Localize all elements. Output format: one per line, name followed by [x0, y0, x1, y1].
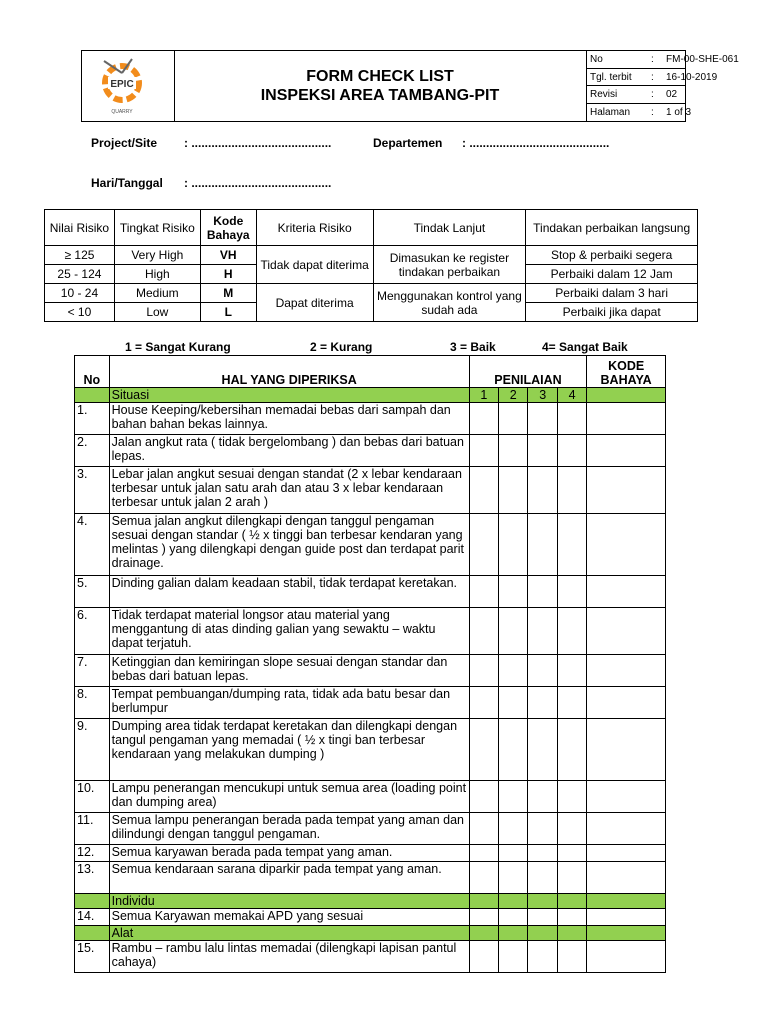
- score-cell-4[interactable]: [557, 813, 586, 845]
- section-row: [75, 388, 666, 403]
- title-line-1: FORM CHECK LIST: [306, 68, 454, 85]
- tingkat-cell: Medium: [114, 284, 200, 303]
- tindak-lanjut-cell: Menggunakan kontrol yang sudah ada: [373, 284, 526, 322]
- tindakan-cell: Perbaiki dalam 3 hari: [526, 284, 698, 303]
- col-header: Kriteria Risiko: [256, 210, 373, 246]
- meta-key: Halaman: [590, 106, 631, 118]
- score-cell-3[interactable]: [528, 719, 557, 781]
- score-cell-4[interactable]: [557, 403, 586, 435]
- kode-bahaya-cell[interactable]: [587, 655, 666, 687]
- score-cell-1[interactable]: [469, 467, 498, 514]
- checklist-row: [75, 687, 666, 719]
- kriteria-cell: Dapat diterima: [256, 284, 373, 322]
- item-text: Lampu penerangan mencukupi untuk semua area (loading point dan dumping area): [109, 781, 469, 813]
- score-header-2: 2: [499, 388, 528, 403]
- score-cell-4[interactable]: [557, 608, 586, 655]
- score-cell-4[interactable]: [557, 909, 586, 926]
- logo-subtext: QUARRY: [111, 109, 133, 115]
- score-cell-4[interactable]: [557, 781, 586, 813]
- checklist-row: [75, 813, 666, 845]
- score-cell-1[interactable]: [469, 655, 498, 687]
- section-label: Alat: [109, 926, 469, 941]
- kode-bahaya-cell[interactable]: [587, 687, 666, 719]
- score-cell-1[interactable]: [469, 862, 498, 894]
- item-no: 14.: [75, 909, 110, 926]
- item-no: 11.: [75, 813, 110, 845]
- score-header-3: [528, 894, 557, 909]
- score-cell-4[interactable]: [557, 655, 586, 687]
- item-no: 8.: [75, 687, 110, 719]
- score-cell-3[interactable]: [528, 576, 557, 608]
- score-cell-3[interactable]: [528, 403, 557, 435]
- score-header-1: [469, 926, 498, 941]
- checklist-row: [75, 514, 666, 576]
- project-site-label: Project/Site: [91, 136, 158, 150]
- score-header-4: [557, 926, 586, 941]
- checklist-row: [75, 909, 666, 926]
- score-cell-1[interactable]: [469, 576, 498, 608]
- form-title: [174, 51, 587, 121]
- score-cell-2[interactable]: [499, 813, 528, 845]
- kode-bahaya-cell[interactable]: [587, 467, 666, 514]
- tindak-lanjut-cell: Dimasukan ke register tindakan perbaikan: [373, 246, 526, 284]
- score-cell-1[interactable]: [469, 813, 498, 845]
- nilai-cell: 10 - 24: [45, 284, 115, 303]
- hari-tanggal-field[interactable]: : ..........................................: [184, 176, 332, 190]
- score-header-1: 1: [469, 388, 498, 403]
- score-cell-4[interactable]: [557, 467, 586, 514]
- checklist-row: [75, 781, 666, 813]
- score-header-4: [557, 894, 586, 909]
- score-cell-3[interactable]: [528, 941, 557, 973]
- risk-row: [45, 284, 698, 303]
- checklist-header-row: [75, 356, 666, 388]
- section-row: [75, 926, 666, 941]
- score-cell-2[interactable]: [499, 687, 528, 719]
- legend-3: 3 = Baik: [450, 340, 496, 354]
- item-text: Rambu – rambu lalu lintas memadai (dilengkapi lapisan pantul cahaya): [109, 941, 469, 973]
- score-cell-1[interactable]: [469, 909, 498, 926]
- col-header: Kode Bahaya: [200, 210, 256, 246]
- checklist-row: [75, 719, 666, 781]
- tingkat-cell: Low: [114, 303, 200, 322]
- score-cell-1[interactable]: [469, 719, 498, 781]
- nilai-cell: 25 - 124: [45, 265, 115, 284]
- score-cell-1[interactable]: [469, 403, 498, 435]
- kriteria-cell: Tidak dapat diterima: [256, 246, 373, 284]
- score-cell-2[interactable]: [499, 403, 528, 435]
- score-cell-2[interactable]: [499, 781, 528, 813]
- tindakan-cell: Perbaiki dalam 12 Jam: [526, 265, 698, 284]
- score-cell-1[interactable]: [469, 514, 498, 576]
- score-cell-1[interactable]: [469, 435, 498, 467]
- section-label: Individu: [109, 894, 469, 909]
- risk-row: [45, 246, 698, 265]
- meta-row-no: No : FM-00-SHE-061: [587, 51, 686, 69]
- kode-bahaya-cell[interactable]: [587, 719, 666, 781]
- score-header-1: [469, 894, 498, 909]
- score-cell-2[interactable]: [499, 608, 528, 655]
- score-cell-3[interactable]: [528, 909, 557, 926]
- checklist-row: [75, 845, 666, 862]
- checklist-row: [75, 403, 666, 435]
- col-no-header: No: [75, 356, 110, 388]
- checklist-row: [75, 862, 666, 894]
- score-cell-3[interactable]: [528, 862, 557, 894]
- score-cell-2[interactable]: [499, 576, 528, 608]
- risk-header-row: [45, 210, 698, 246]
- kode-bahaya-cell[interactable]: [587, 435, 666, 467]
- score-cell-2[interactable]: [499, 435, 528, 467]
- nilai-cell: < 10: [45, 303, 115, 322]
- meta-value: 16-10-2019: [666, 71, 718, 83]
- section-kode-cell: [587, 894, 666, 909]
- score-cell-3[interactable]: [528, 687, 557, 719]
- score-cell-3[interactable]: [528, 781, 557, 813]
- kode-bahaya-cell[interactable]: [587, 781, 666, 813]
- item-no: 5.: [75, 576, 110, 608]
- meta-key: Tgl. terbit: [590, 71, 632, 83]
- meta-key: No: [590, 54, 603, 65]
- item-text: Tempat pembuangan/dumping rata, tidak ada batu besar dan berlumpur: [109, 687, 469, 719]
- item-no: 3.: [75, 467, 110, 514]
- kode-bahaya-cell[interactable]: [587, 514, 666, 576]
- score-header-2: [499, 926, 528, 941]
- item-no: 6.: [75, 608, 110, 655]
- legend-4: 4= Sangat Baik: [542, 340, 628, 354]
- item-no: 1.: [75, 403, 110, 435]
- document-header: [81, 50, 739, 122]
- section-no-cell: [75, 894, 110, 909]
- item-text: Semua kendaraan sarana diparkir pada tempat yang aman.: [109, 862, 469, 894]
- kode-bahaya-cell[interactable]: [587, 909, 666, 926]
- item-text: Dinding galian dalam keadaan stabil, tidak terdapat keretakan.: [109, 576, 469, 608]
- meta-value: 1 of 3: [666, 106, 692, 118]
- document-meta: [587, 51, 739, 121]
- kode-bahaya-cell[interactable]: [587, 941, 666, 973]
- score-cell-2[interactable]: [499, 862, 528, 894]
- checklist-row: [75, 941, 666, 973]
- company-logo: [82, 51, 175, 121]
- score-cell-1[interactable]: [469, 608, 498, 655]
- item-text: Semua jalan angkut dilengkapi dengan tanggul pengaman sesuai dengan standar ( ½ x tinggi ban terbesar kendaran yang melintas ) yang dilengkapi dengan guide post dan terdapat parit drainage.: [109, 514, 469, 576]
- score-cell-4[interactable]: [557, 941, 586, 973]
- score-cell-1[interactable]: [469, 941, 498, 973]
- departemen-field[interactable]: : ..........................................: [462, 136, 610, 150]
- score-cell-2[interactable]: [499, 467, 528, 514]
- col-header: Nilai Risiko: [45, 210, 115, 246]
- item-text: Jalan angkut rata ( tidak bergelombang ) dan bebas dari batuan lepas.: [109, 435, 469, 467]
- item-text: House Keeping/kebersihan memadai bebas dari sampah dan bahan bahan bekas lainnya.: [109, 403, 469, 435]
- tingkat-cell: Very High: [114, 246, 200, 265]
- score-cell-3[interactable]: [528, 514, 557, 576]
- score-cell-1[interactable]: [469, 781, 498, 813]
- item-no: 7.: [75, 655, 110, 687]
- score-cell-3[interactable]: [528, 608, 557, 655]
- checklist-row: [75, 467, 666, 514]
- item-no: 9.: [75, 719, 110, 781]
- score-cell-4[interactable]: [557, 514, 586, 576]
- meta-value: 02: [666, 89, 678, 100]
- kode-cell: VH: [200, 246, 256, 265]
- score-cell-4[interactable]: [557, 435, 586, 467]
- meta-row-tgl: Tgl. terbit : 16-10-2019: [587, 69, 686, 87]
- item-no: 4.: [75, 514, 110, 576]
- score-header-3: 3: [528, 388, 557, 403]
- title-line-2: INSPEKSI AREA TAMBANG-PIT: [260, 87, 500, 104]
- score-cell-4[interactable]: [557, 687, 586, 719]
- score-cell-4[interactable]: [557, 576, 586, 608]
- col-header: Tindak Lanjut: [373, 210, 526, 246]
- col-header: Tindakan perbaikan langsung: [526, 210, 698, 246]
- item-text: Semua Karyawan memakai APD yang sesuai: [109, 909, 469, 926]
- kode-bahaya-cell[interactable]: [587, 813, 666, 845]
- score-cell-2[interactable]: [499, 719, 528, 781]
- item-text: Semua karyawan berada pada tempat yang aman.: [109, 845, 469, 862]
- score-cell-2[interactable]: [499, 514, 528, 576]
- item-text: Lebar jalan angkut sesuai dengan standat (2 x lebar kendaraan terbesar untuk jalan satu arah dan atau 3 x lebar kendaraan terbesar untuk jalan 2 arah ): [109, 467, 469, 514]
- section-label: Situasi: [109, 388, 469, 403]
- col-header: Tingkat Risiko: [114, 210, 200, 246]
- departemen-label: Departemen: [373, 136, 443, 150]
- col-hal-header: HAL YANG DIPERIKSA: [109, 356, 469, 388]
- item-text: Semua lampu penerangan berada pada tempat yang aman dan dilindungi dengan tanggul pengaman.: [109, 813, 469, 845]
- section-row: [75, 894, 666, 909]
- section-kode-cell: [587, 388, 666, 403]
- score-cell-4[interactable]: [557, 719, 586, 781]
- score-header-2: [499, 894, 528, 909]
- meta-row-revisi: Revisi : 02: [587, 86, 686, 104]
- project-site-field[interactable]: : ..........................................: [184, 136, 332, 150]
- meta-value: FM-00-SHE-061: [666, 54, 739, 65]
- section-kode-cell: [587, 926, 666, 941]
- section-no-cell: [75, 388, 110, 403]
- score-cell-2[interactable]: [499, 941, 528, 973]
- checklist-row: [75, 608, 666, 655]
- kode-bahaya-cell[interactable]: [587, 403, 666, 435]
- legend-1: 1 = Sangat Kurang: [125, 340, 231, 354]
- kode-bahaya-cell[interactable]: [587, 862, 666, 894]
- score-cell-1[interactable]: [469, 845, 498, 862]
- score-cell-3[interactable]: [528, 655, 557, 687]
- logo-text: EPIC: [110, 79, 134, 90]
- col-penilaian-header: PENILAIAN: [469, 356, 587, 388]
- item-no: 13.: [75, 862, 110, 894]
- item-text: Tidak terdapat material longsor atau material yang menggantung di atas dinding galian yang sewaktu – waktu dapat terjatuh.: [109, 608, 469, 655]
- item-no: 2.: [75, 435, 110, 467]
- score-cell-3[interactable]: [528, 435, 557, 467]
- checklist-row: [75, 576, 666, 608]
- checklist-row: [75, 655, 666, 687]
- checklist-body: [75, 388, 666, 973]
- item-no: 15.: [75, 941, 110, 973]
- epic-logo-icon: [82, 51, 174, 121]
- score-cell-4[interactable]: [557, 845, 586, 862]
- item-no: 10.: [75, 781, 110, 813]
- risk-matrix-table: [44, 209, 698, 322]
- tingkat-cell: High: [114, 265, 200, 284]
- kode-bahaya-cell[interactable]: [587, 845, 666, 862]
- score-cell-3[interactable]: [528, 467, 557, 514]
- kode-cell: L: [200, 303, 256, 322]
- score-cell-2[interactable]: [499, 909, 528, 926]
- score-cell-3[interactable]: [528, 813, 557, 845]
- item-text: Dumping area tidak terdapat keretakan dan dilengkapi dengan tangul pengaman yang memadai ( ½ x tingi ban terbesar kendaraan yang melakukan dumping ): [109, 719, 469, 781]
- checklist-table: [74, 355, 666, 973]
- score-cell-1[interactable]: [469, 687, 498, 719]
- score-header-4: 4: [557, 388, 586, 403]
- score-cell-3[interactable]: [528, 845, 557, 862]
- nilai-cell: ≥ 125: [45, 246, 115, 265]
- score-cell-4[interactable]: [557, 862, 586, 894]
- kode-bahaya-cell[interactable]: [587, 608, 666, 655]
- meta-key: Revisi: [590, 89, 618, 100]
- kode-cell: H: [200, 265, 256, 284]
- score-header-3: [528, 926, 557, 941]
- section-no-cell: [75, 926, 110, 941]
- col-kode-header: KODE BAHAYA: [587, 356, 666, 388]
- checklist-row: [75, 435, 666, 467]
- legend-2: 2 = Kurang: [310, 340, 373, 354]
- meta-row-halaman: Halaman : 1 of 3: [590, 106, 692, 118]
- score-cell-2[interactable]: [499, 655, 528, 687]
- tindakan-cell: Perbaiki jika dapat: [526, 303, 698, 322]
- item-text: Ketinggian dan kemiringan slope sesuai dengan standar dan bebas dari batuan lepas.: [109, 655, 469, 687]
- tindakan-cell: Stop & perbaiki segera: [526, 246, 698, 265]
- hari-tanggal-label: Hari/Tanggal: [91, 176, 163, 190]
- kode-cell: M: [200, 284, 256, 303]
- kode-bahaya-cell[interactable]: [587, 576, 666, 608]
- score-cell-2[interactable]: [499, 845, 528, 862]
- item-no: 12.: [75, 845, 110, 862]
